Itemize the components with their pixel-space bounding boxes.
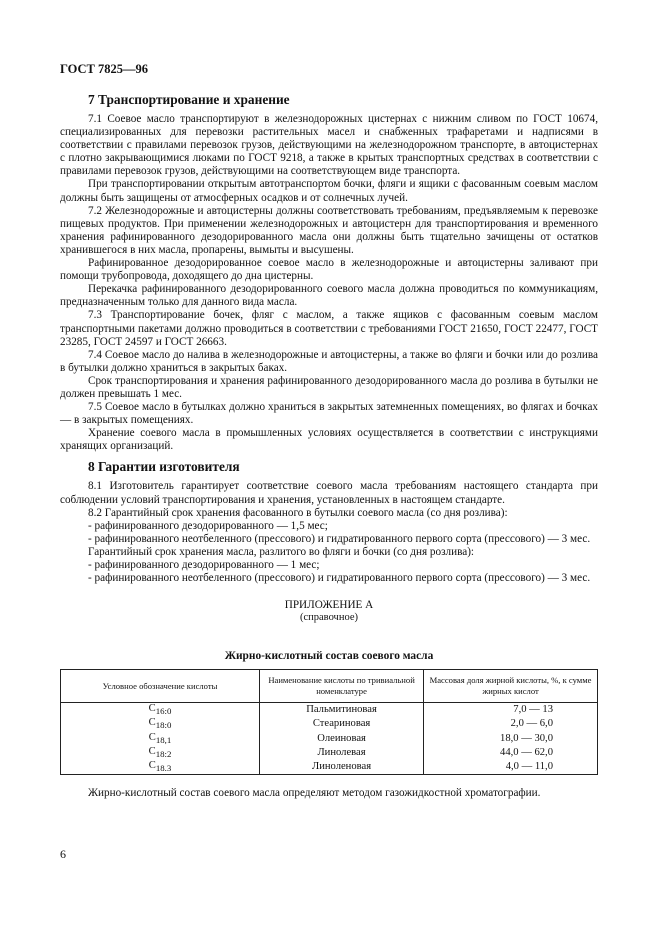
table-header-row	[61, 670, 598, 703]
acid-fraction: 18,0 — 30,0	[424, 732, 598, 746]
paragraph: Хранение соевого масла в промышленных условиях осуществляется в соответствии с инструкциями хранящих организаций.	[60, 427, 598, 453]
paragraph: 8.1 Изготовитель гарантирует соответствие соевого масла требованиям настоящего стандарта при соблюдении условий транспортирования и хранения, установленных в настоящем стандарте.	[60, 480, 598, 506]
table-title: Жирно-кислотный состав соевого масла	[224, 650, 434, 663]
acid-fraction: 44,0 — 62,0	[424, 746, 598, 760]
acid-symbol: $C_{18:0}$	[61, 717, 260, 731]
paragraph: При транспортировании открытым автотранспортом бочки, фляги и ящики с фасованным соевым маслом должны быть защищены от атмосферных осадков и от солнечных лучей.	[60, 178, 598, 204]
list-item: - рафинированного неотбеленного (прессового) и гидратированного первого сорта (прессового) — 3 мес.	[88, 532, 591, 545]
table-row	[61, 760, 598, 775]
acid-fraction: 2,0 — 6,0	[424, 717, 598, 731]
acid-symbol: $C_{18:2}$	[61, 746, 260, 760]
acid-symbol: $C_{18.3}$	[61, 760, 260, 775]
list-item: - рафинированного дезодорированного — 1 мес;	[88, 559, 320, 571]
paragraph: Срок транспортирования и хранения рафинированного дезодорированного масла до розлива в бутылки не должен превышать 1 мес.	[60, 374, 598, 400]
paragraph: 7.4 Соевое масло до налива в железнодорожные и автоцистерны, а также во фляги и бочки или до розлива в бутылки должно храниться в закрытых баках.	[60, 348, 598, 374]
acid-symbol: $C_{18,1}$	[61, 732, 260, 746]
acid-fraction: 4,0 — 11,0	[424, 760, 598, 775]
paragraph: 7.1 Соевое масло транспортируют в железнодорожных цистернах с нижним сливом по ГОСТ 10674, специализированных для перевозки растительных масел и снабженных трафаретами и надписями в соответствии с правилами перевозок грузов, действующими на железнодорожном транспорте, в автоцистернах с плотно закрывающимися люками по ГОСТ 9218, а также в крытых транспортных средствах в соответствии с правилами перевозок грузов, действующими на соответствующем виде транспорта.	[60, 113, 598, 178]
acid-name: Олеиновая	[260, 732, 424, 746]
column-header: Массовая доля жирной кислоты, %, к сумме жирных кислот	[424, 670, 598, 703]
paragraph: Рафинированное дезодорированное соевое масло в железнодорожные и автоцистерны заливают при помощи трубопровода, доходящего до дна цистерны.	[60, 257, 598, 283]
fatty-acid-table	[60, 669, 598, 775]
document-id: ГОСТ 7825—96	[60, 62, 149, 76]
paragraph: Перекачка рафинированного дезодорированного соевого масла должна проводиться по коммуникациям, предназначенным только для данного вида масла.	[60, 283, 598, 309]
list-item: - рафинированного дезодорированного — 1,5 мес;	[88, 519, 328, 532]
table-row	[61, 703, 598, 718]
column-header: Наименование кислоты по тривиальной номенклатуре	[260, 670, 424, 703]
acid-name: Линолевая	[260, 746, 424, 760]
acid-name: Линоленовая	[260, 760, 424, 775]
acid-name: Стеариновая	[260, 717, 424, 731]
list-item: - рафинированного неотбеленного (прессового) и гидратированного первого сорта (прессового) — 3 мес.	[88, 572, 591, 585]
table-row	[61, 717, 598, 731]
page-number: 6	[60, 847, 66, 861]
appendix-heading	[60, 599, 598, 624]
paragraph: 7.2 Железнодорожные и автоцистерны должны соответствовать требованиям, предъявляемым к перевозке пищевых продуктов. При применении железнодорожных и автоцистерн для транспортирования и временного хранения рафинированного дезодорированного масла они должны быть тщательно зачищены от остатков хранившегося в них масла, пропарены, вымыты и высушены.	[60, 204, 598, 256]
section-7-title: 7 Транспортирование и хранение	[88, 92, 290, 107]
paragraph: 7.5 Соевое масло в бутылках должно храниться в закрытых затемненных помещениях, во флягах и бочках — в закрытых помещениях.	[60, 401, 598, 427]
acid-name: Пальмитиновая	[260, 703, 424, 718]
appendix-title: ПРИЛОЖЕНИЕ А	[284, 599, 374, 612]
column-header: Условное обозначение кислоты	[61, 670, 260, 703]
acid-fraction: 7,0 — 13	[424, 703, 598, 718]
paragraph: 7.3 Транспортирование бочек, фляг с маслом, а также ящиков с фасованным соевым маслом транспортными пакетами должно проводиться в соответствии с требованиями ГОСТ 21650, ГОСТ 22477, ГОСТ 23285, ГОСТ 24597 и ГОСТ 26663.	[60, 309, 598, 348]
page-content	[60, 92, 598, 800]
paragraph: Гарантийный срок хранения масла, разлитого во фляги и бочки (со дня розлива):	[88, 545, 475, 558]
table-note: Жирно-кислотный состав соевого масла определяют методом газожидкостной хроматографии.	[88, 786, 541, 799]
section-8-title: 8 Гарантии изготовителя	[88, 459, 240, 475]
acid-symbol: $C_{16:0}$	[61, 703, 260, 718]
paragraph: 8.2 Гарантийный срок хранения фасованного в бутылки соевого масла (со дня розлива):	[88, 506, 508, 519]
table-row	[61, 746, 598, 760]
table-row	[61, 732, 598, 746]
appendix-subtitle: (справочное)	[300, 611, 358, 623]
